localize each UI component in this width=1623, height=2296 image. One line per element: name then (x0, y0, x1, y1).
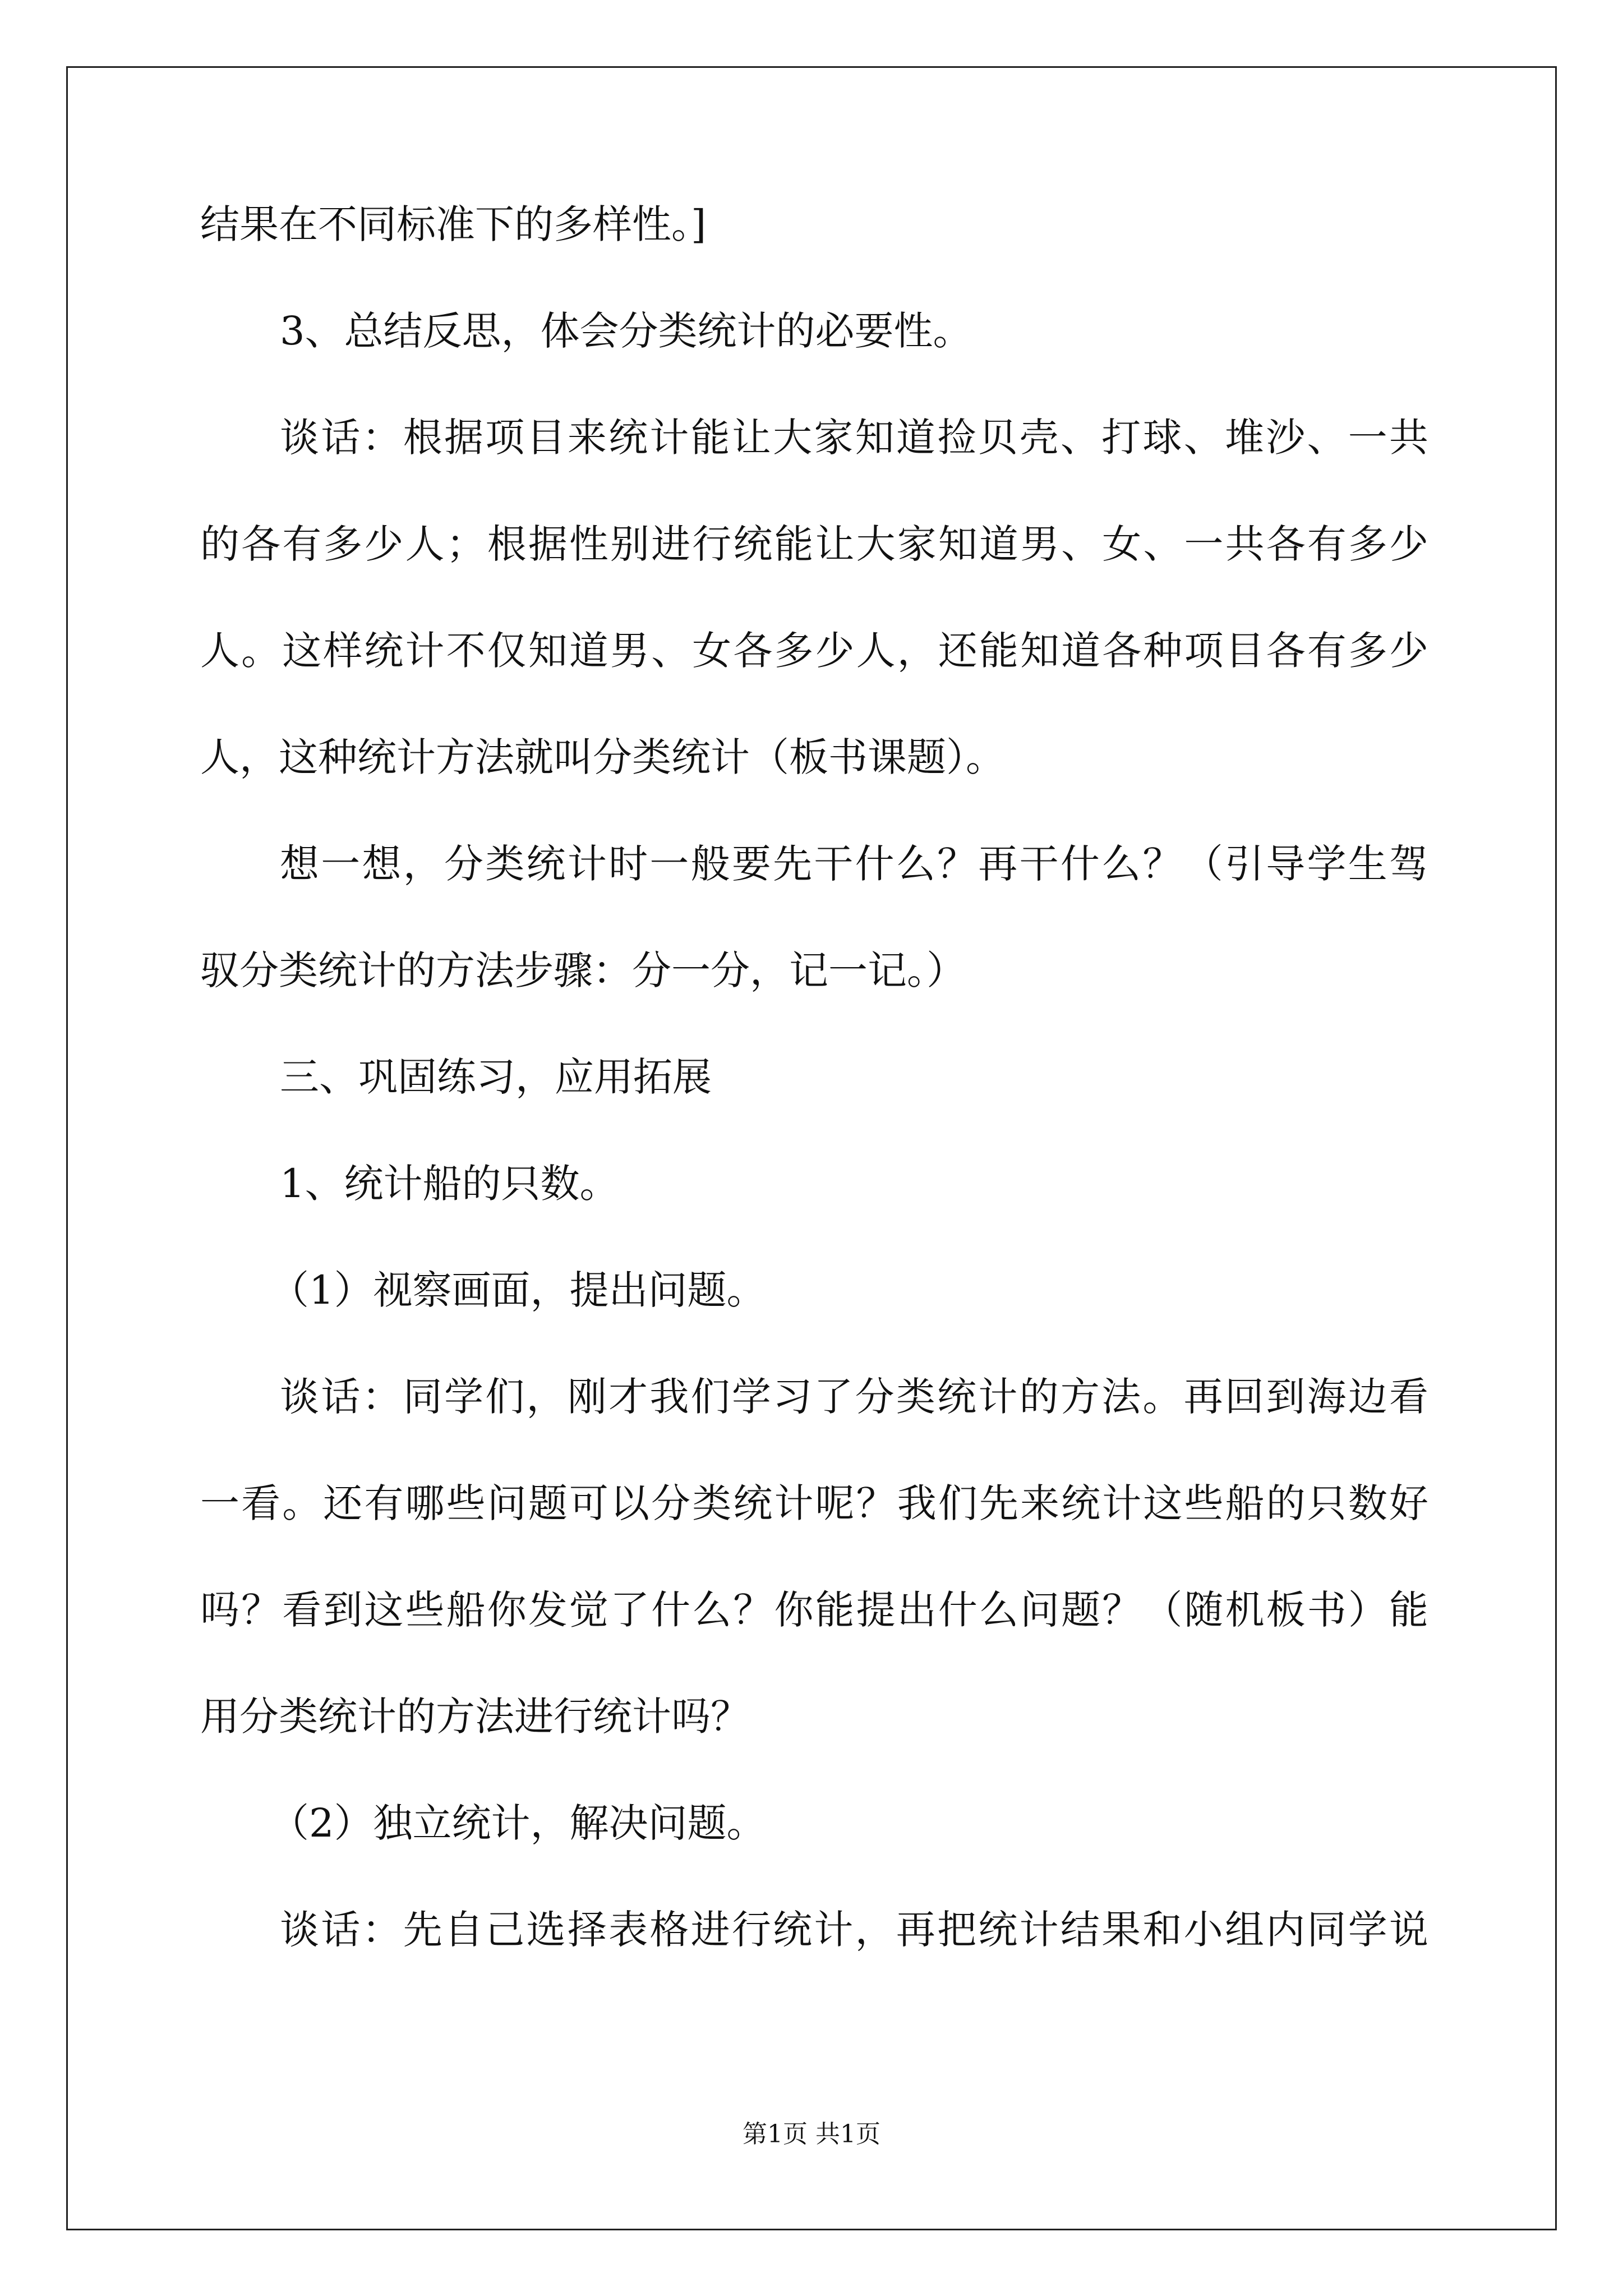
text-line: 3、总结反思，体会分类统计的必要性。 (280, 308, 972, 354)
text-line: （1）视察画面，提出问题。 (270, 1267, 766, 1313)
text-line: 的各有多少人；根据性别进行统能让大家知道男、女、一共各有多少 (200, 521, 1428, 567)
page-footer: 第1页 共1页 (743, 2120, 880, 2148)
text-line: 结果在不同标准下的多样性。] (200, 201, 707, 247)
section-heading: 三、巩固练习，应用拓展 (280, 1054, 712, 1100)
text-line: 用分类统计的方法进行统计吗？ (200, 1694, 750, 1740)
text-line: 人，这种统计方法就叫分类统计（板书课题）。 (200, 734, 1005, 780)
text-line: 1、统计船的只数。 (280, 1161, 619, 1207)
text-line: （2）独立统计，解决问题。 (270, 1800, 766, 1846)
text-line: 想一想，分类统计时一般要先干什么？再干什么？（引导学生驾 (280, 841, 1428, 887)
text-line: 谈话：先自己选择表格进行统计，再把统计结果和小组内同学说 (280, 1907, 1428, 1953)
text-line: 谈话：同学们，刚才我们学习了分类统计的方法。再回到海边看 (280, 1374, 1428, 1420)
text-line: 谈话：根据项目来统计能让大家知道捡贝壳、打球、堆沙、一共 (280, 415, 1428, 461)
text-line: 人。这样统计不仅知道男、女各多少人，还能知道各种项目各有多少 (200, 628, 1428, 674)
text-line: 吗？看到这些船你发觉了什么？你能提出什么问题？（随机板书）能 (200, 1587, 1428, 1633)
text-line: 驭分类统计的方法步骤：分一分，记一记。） (200, 947, 966, 993)
text-line: 一看。还有哪些问题可以分类统计呢？我们先来统计这些船的只数好 (200, 1480, 1428, 1526)
